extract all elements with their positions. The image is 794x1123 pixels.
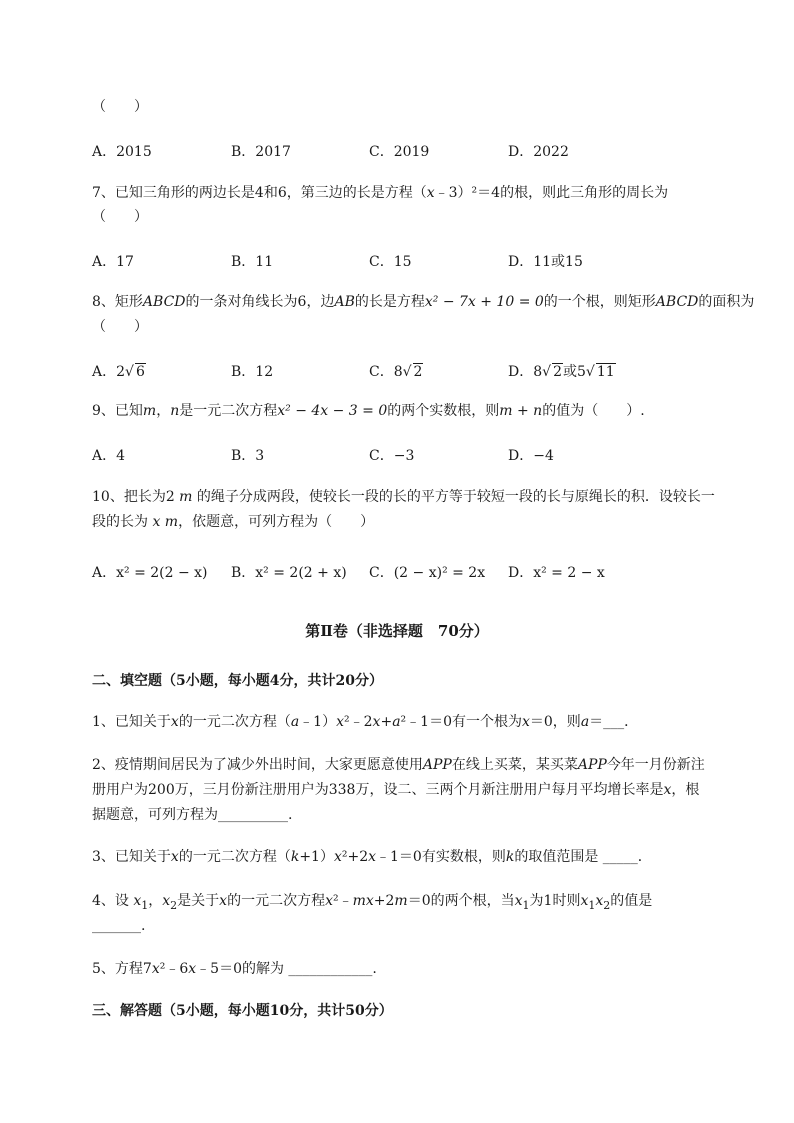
option-c: C．2019 (369, 144, 430, 160)
option-b: B．x² = 2(2 + x) (231, 565, 347, 581)
option-a: A．2015 (92, 144, 152, 160)
fill-question-4-line-1: 4、设 $x_1$，$x_2$是关于x的一元二次方程x²﹣mx+2m＝0的两个根，当$x_1$为1时则$x_1x_2$的值是 (92, 893, 653, 912)
option-d: D．11或15 (508, 254, 583, 270)
option-a: A．2√ 6 (92, 364, 145, 380)
fill-question-2-line-2: 册用户为200万，三月份新注册用户为338万，设二、三两个月新注册用户每月平均增长率是x，根 (92, 782, 700, 798)
fill-blank-heading: 二、填空题（5小题，每小题4分，共计20分） (92, 673, 383, 689)
option-b: B．11 (231, 254, 274, 270)
option-c: C．(2 − x)² = 2x (369, 565, 486, 581)
option-d: D．8√ 2或5√ 11 (508, 364, 615, 380)
option-c: C．−3 (369, 448, 415, 464)
question-10-line-1: 10、把长为2 m 的绳子分成两段，使较长一段的长的平方等于较短一段的长与原绳长的积．设较长一 (92, 489, 715, 505)
section-2-title: 第Ⅱ卷（非选择题 70分） (305, 622, 489, 640)
fill-question-1: 1、已知关于x的一元二次方程（a﹣1）x²﹣2x+a²﹣1＝0有一个根为x＝0，则a＝___． (92, 714, 639, 730)
question-6-options (92, 142, 732, 162)
fill-question-4-line-2: _______. (92, 918, 146, 934)
question-8-text: 8、矩形ABCD的一条对角线长为6，边AB的长是方程x² − 7x + 10 = 0的一个根，则矩形ABCD的面积为 (92, 294, 755, 310)
option-a: A．17 (92, 254, 134, 270)
question-8-options (92, 362, 732, 382)
option-b: B．2017 (231, 144, 291, 160)
option-b: B．3 (231, 448, 265, 464)
option-d: D．2022 (508, 144, 569, 160)
fill-question-5: 5、方程7x²﹣6x﹣5＝0的解为 ____________. (92, 961, 377, 977)
question-8-paren: （ ） (92, 319, 148, 335)
option-d: D．−4 (508, 448, 554, 464)
option-c: C．8√ 2 (369, 364, 423, 380)
question-9-text: 9、已知m，n是一元二次方程x² − 4x − 3 = 0的两个实数根，则m + n的值为（ ）. (92, 403, 645, 419)
fill-question-3: 3、已知关于x的一元二次方程（k+1）x²+2x﹣1＝0有实数根，则k的取值范围是 _____． (92, 849, 652, 865)
answer-heading: 三、解答题（5小题，每小题10分，共计50分） (92, 1003, 393, 1019)
option-b: B．12 (231, 364, 274, 380)
option-d: D．x² = 2 − x (508, 565, 605, 581)
question-9-options (92, 446, 732, 466)
question-7-options (92, 252, 732, 272)
option-a: A．x² = 2(2 − x) (92, 565, 208, 581)
option-c: C．15 (369, 254, 412, 270)
fill-question-2-line-1: 2、疫情期间居民为了减少外出时间，大家更愿意使用APP在线上买菜，某买菜APP今年一月份新注 (92, 757, 705, 773)
question-7-text: 7、已知三角形的两边长是4和6，第三边的长是方程（x﹣3）²＝4的根，则此三角形的周长为 (92, 185, 669, 201)
question-10-line-2: 段的长为 x m，依题意，可列方程为（ ） (92, 514, 375, 530)
question-10-options (92, 563, 732, 583)
question-6-paren: （ ） (92, 99, 148, 115)
option-a: A．4 (92, 448, 126, 464)
fill-question-2-line-3: 据题意，可列方程为__________. (92, 807, 293, 823)
question-7-paren: （ ） (92, 209, 148, 225)
